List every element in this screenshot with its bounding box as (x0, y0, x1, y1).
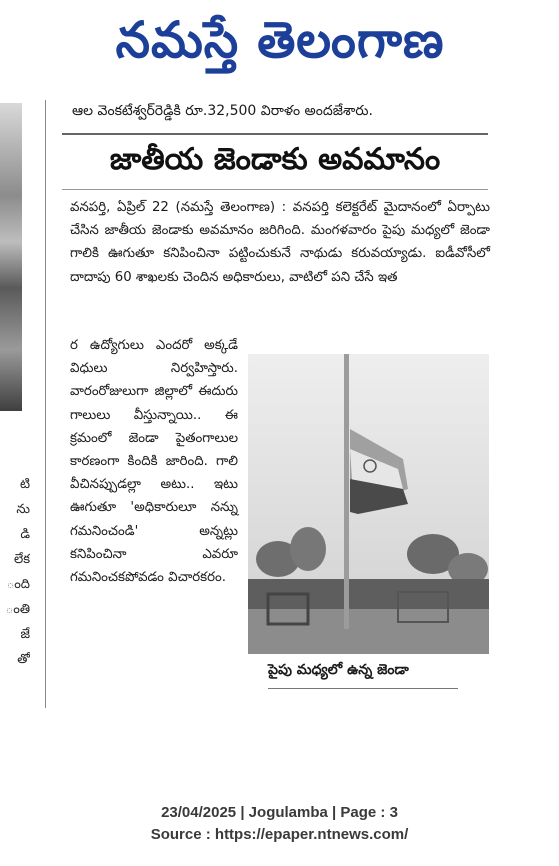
caption-rule (268, 688, 458, 689)
adjacent-photo-fragment (0, 103, 22, 411)
left-fragment: ంది (6, 577, 30, 592)
headline-rule-bottom (62, 189, 488, 190)
left-fragment: టి (19, 477, 30, 492)
article-body-top: వనపర్తి, ఏప్రిల్ 22 (నమస్తే తెలంగాణ) : వనపర్తి కలెక్టరేట్ మైదానంలో ఏర్పాటు చేసిన జాతీయ జెండాకు అవమానం జరిగింది. మంగళవారం పైపు మధ్యలో జెండా గాలికి ఊగుతూ కనిపించినా పట్టించుకునే నాథుడు కరువయ్యాడు. ఐడీవోసీలో దాదాపు 60 శాఖలకు చెందిన అధికారులు, వాటిలో పని చేసే ఇత (70, 200, 490, 285)
column-divider (45, 100, 46, 708)
headline-rule-top (62, 133, 488, 135)
flag-photo-illustration (248, 354, 489, 654)
edition-line: 23/04/2025 | Jogulamba | Page : 3 (161, 804, 398, 821)
left-fragment: డి (20, 527, 30, 542)
photo-caption: పైపు మధ్యలో ఉన్న జెండా (268, 662, 409, 678)
masthead-title: నమస్తే తెలంగాణ (115, 11, 445, 69)
left-fragment: ంతి (5, 602, 30, 617)
article-headline: జాతీయ జెండాకు అవమానం (109, 142, 441, 177)
source-line: Source : https://epaper.ntnews.com/ (150, 826, 409, 843)
left-fragment: లేక (13, 552, 30, 567)
previous-article-line: ఆల వెంకటేశ్వర్‌రెడ్డికి రూ.32,500 విరాళం అందజేశారు. (72, 103, 373, 119)
left-fragment: జే (20, 627, 30, 642)
left-fragment: ను (16, 502, 30, 517)
article-body-column: ర ఉద్యోగులు ఎందరో అక్కడే విధులు నిర్వహిస్తారు. వారంరోజులుగా జిల్లాలో ఈదురు గాలులు వీస్తున్నాయి.. ఈ క్రమంలో జెండా పైతంగాలుల కారణంగా కిందికి జారింది. గాలి వీచినప్పుడల్లా అటు.. ఇటు ఊగుతూ 'అధికారులూ నన్ను గమనించండి' అన్నట్లు కనిపించినా ఎవరూ గమనించకపోవడం విచారకరం. (70, 338, 238, 586)
flag-photo (248, 354, 489, 654)
left-fragment: తో (17, 652, 30, 667)
